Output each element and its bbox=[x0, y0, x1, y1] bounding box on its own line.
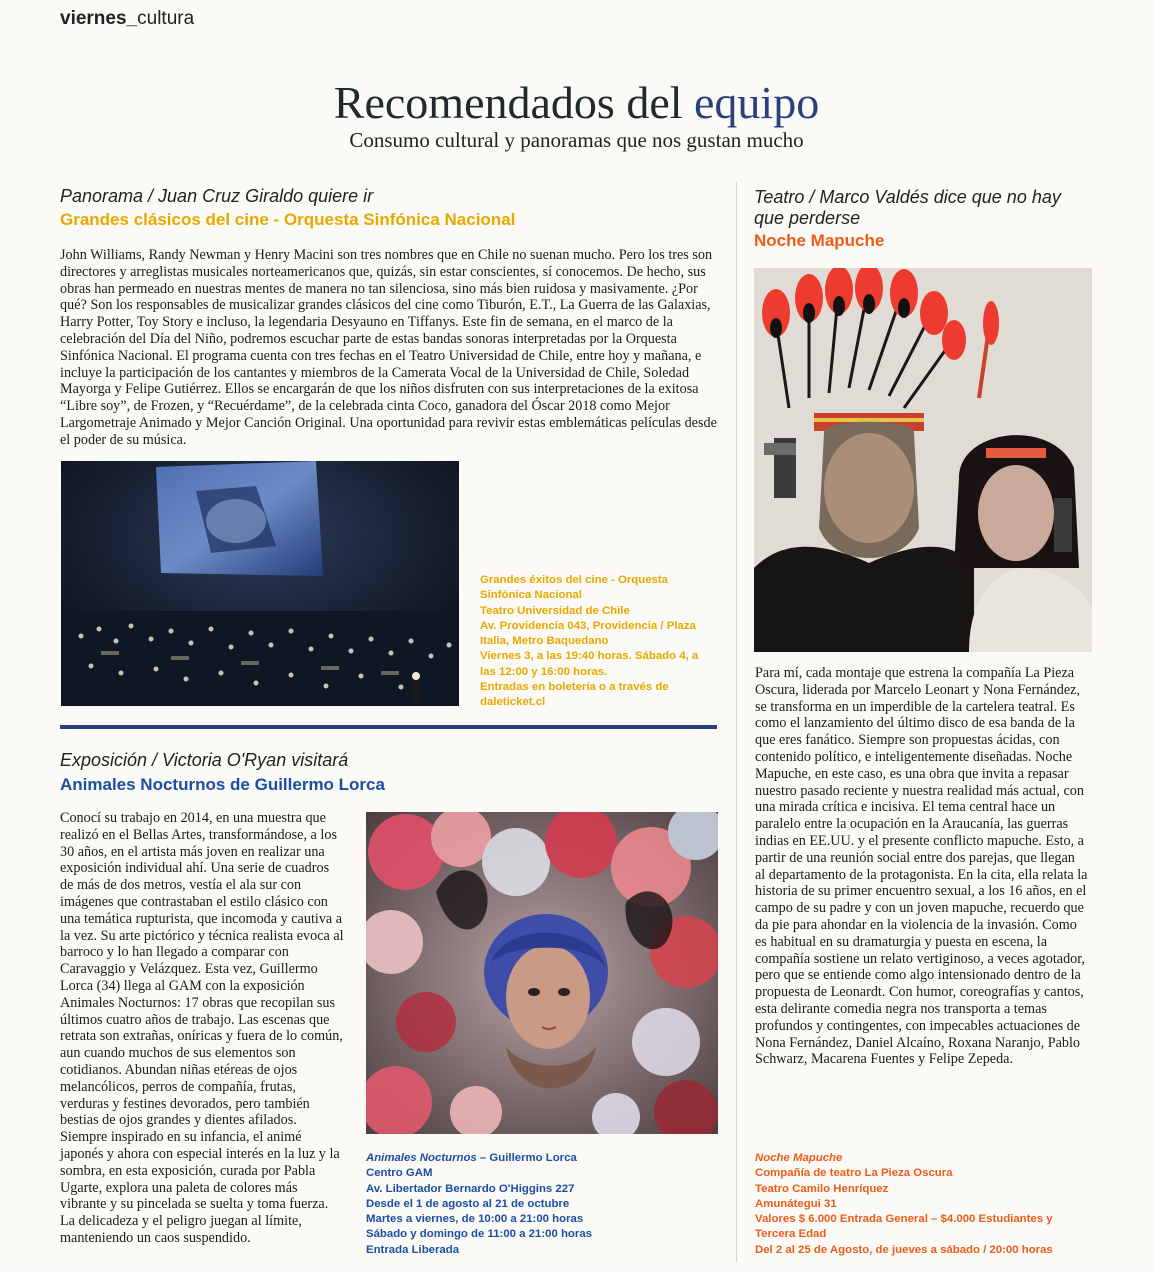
panorama-headline: Grandes clásicos del cine - Orquesta Sinfónica Nacional bbox=[60, 210, 516, 229]
caption-title: Animales Nocturnos bbox=[366, 1152, 477, 1164]
teatro-illustration bbox=[754, 268, 1092, 652]
section-tag bbox=[60, 8, 194, 30]
page-subtitle: Consumo cultural y panoramas que nos gustan mucho bbox=[349, 128, 804, 152]
section-separator: _ bbox=[126, 8, 138, 29]
orchestra-illustration bbox=[61, 461, 459, 706]
section-name: cultura bbox=[137, 8, 195, 29]
panorama-kicker: Panorama / Juan Cruz Giraldo quiere ir bbox=[60, 186, 374, 206]
title-main: Recomendados del bbox=[333, 77, 695, 128]
caption-line: Sábado y domingo de 11:00 a 21:00 horas bbox=[366, 1228, 592, 1241]
caption-line: Av. Providencia 043, Providencia / Plaza Italia, Metro Baquedano bbox=[480, 619, 696, 648]
panorama-text: John Williams, Randy Newman y Henry Macini son tres nombres que en Chile no suenan mucho. Pero los tres son directores y arreglistas musicales norteamericanos que, quizás, sin estar conscientes, sí conocemos. De hecho, sus obras han permeado en nuestras mentes de manera no tan silenciosa, sino más bien ruidosa y masivamente. ¿Por qué? Son los responsables de musicalizar grandes clásicos del cine como Tiburón, E.T., La Guerra de las Galaxias, Harry Potter, Toy Story e incluso, la legendaria Desyauno en Tiffanys. Este fin de semana, en el marco de la celebración del Día del Niño, podremos escuchar parte de estas bandas sonoras interpretadas por la Orquesta Sinfónica Nacional. El programa cuenta con tres fechas en el Teatro Universidad de Chile, entre hoy y mañana, e incluye la participación de los cantantes y miembros de la Camerata Vocal de la Universidad de Chile, Soledad Mayorga y Felipe Gutiérrez. Ellos se encargarán de que los niños disfruten con sus interpretaciones de la exitosa “Libre soy”, de Frozen, y “Recuérdame”, de la celebrada cinta Coco, ganadora del Óscar 2018 como Mejor Largometraje Animado y Mejor Canción Original. Una oportunidad para revivir estas emblemáticas películas desde el poder de su música. bbox=[60, 247, 717, 448]
painting-illustration bbox=[366, 812, 718, 1134]
column-rule bbox=[736, 182, 737, 1262]
caption-title-line bbox=[755, 1151, 1095, 1166]
page-header bbox=[0, 78, 1153, 152]
caption-line: Viernes 3, a las 19:40 horas. Sábado 4, a las 12:00 y 16:00 horas. bbox=[480, 650, 699, 678]
exposicion-body bbox=[60, 810, 345, 1247]
caption-line: Compañía de teatro La Pieza Oscura bbox=[755, 1167, 953, 1180]
teatro-headline: Noche Mapuche bbox=[754, 231, 885, 250]
caption-line: Del 2 al 25 de Agosto, de jueves a sábado / 20:00 horas bbox=[755, 1243, 1053, 1256]
teatro-photo bbox=[754, 268, 1092, 652]
caption-line: Centro GAM bbox=[366, 1167, 433, 1180]
caption-line: Entradas en boletería o a través de daleticket.cl bbox=[480, 681, 669, 709]
teatro-kicker: Teatro / Marco Valdés dice que no hay que perderse bbox=[754, 187, 1061, 228]
panorama-caption bbox=[480, 573, 710, 711]
caption-line: Desde el 1 de agosto al 21 de octubre bbox=[366, 1197, 570, 1210]
caption-title-line bbox=[366, 1151, 718, 1166]
exposicion-kicker: Exposición / Victoria O'Ryan visitará bbox=[60, 750, 349, 770]
caption-line: Teatro Universidad de Chile bbox=[480, 604, 630, 617]
exposicion-caption bbox=[366, 1151, 718, 1258]
caption-title: Noche Mapuche bbox=[755, 1152, 843, 1164]
title-accent: equipo bbox=[694, 77, 820, 128]
caption-line: Amunátegui 31 bbox=[755, 1197, 837, 1210]
section-divider bbox=[60, 725, 717, 729]
panorama-body bbox=[60, 247, 720, 449]
exposicion-headline: Animales Nocturnos de Guillermo Lorca bbox=[60, 775, 385, 794]
caption-line: Entrada Liberada bbox=[366, 1243, 460, 1256]
orchestra-photo bbox=[61, 461, 459, 706]
exposicion-text: Conocí su trabajo en 2014, en una muestra que realizó en el Bellas Artes, transformándose, a los 30 años, en el artista más joven en realizar una exposición individual ahí. Una serie de cuadros de más de dos metros, vestía el ala sur con imágenes que contrastaban el estilo clásico con una temática rupturista, que incomoda y cautiva a la vez. Su arte pictórico y técnica realista evoca al barroco y lo han llegado a comparar con Caravaggio y Velázquez. Esta vez, Guillermo Lorca (34) llega al GAM con la exposición Animales Nocturnos: 17 obras que recopilan sus últimos cuatro años de trabajo. Las escenas que retrata son extrañas, oníricas y fuera de lo común, aun cuando muchos de sus elementos son cotidianos. Abundan niñas etéreas de ojos melancólicos, perros de compañía, frutas, verduras y festines devorados, pero también bestias de ojos grandes y dientes afilados. Siempre inspirado en su infancia, el animé japonés y ahora con especial interés en la luz y la sombra, en esta exposición, curada por Pabla Ugarte, explora una paleta de colores más vibrante y su pincelada se suelta y toma fuerza. La delicadeza y el peligro juegan al límite, manteniendo un caos suspendido. bbox=[60, 810, 344, 1246]
caption-title-suffix: – Guillermo Lorca bbox=[476, 1152, 577, 1164]
caption-line: Grandes éxitos del cine - Orquesta Sinfónica Nacional bbox=[480, 574, 669, 602]
page-title bbox=[0, 78, 1153, 128]
teatro-text: Para mí, cada montaje que estrena la compañía La Pieza Oscura, liderada por Marcelo Leonart y Nona Fernández, se transforma en un imperdible de la cartelera teatral. Es como el lanzamiento del último disco de esa banda de la que eres fanático. Siempre son propuestas ácidas, con contenido político, e inteligentemente diseñadas. Noche Mapuche, en este caso, es una obra que invita a repasar nuestro pasado reciente y nuestra realidad más actual, con una mirada crítica e incisiva. El tema central hace un paralelo entre la ocupación en la Araucanía, las guerras indias en EE.UU. y el presente conflicto mapuche. Esto, a partir de una reunión social entre dos parejas, que llegan al departamento de la protagonista. En la cita, ella relata la historia de su primer encuentro sexual, a los 16 años, en el campo de su padre y con un joven mapuche, recuerdo que da pie para ahondar en la violencia de la invasión. Como es habitual en su dramaturgia y puesta en escena, la compañía sostiene un relato vertiginoso, a veces agotador, pero que se entiende como algo intensionado dentro de la propuesta de Leonardt. Con humor, coreografías y cantos, esta delirante comedia negra nos transporta a temas profundos y contingentes, con impecables actuaciones de Nona Fernández, Daniel Alcaíno, Roxana Naranjo, Pablo Schwarz, Macarena Fuentes y Felipe Zepeda. bbox=[755, 665, 1088, 1068]
caption-line: Valores $ 6.000 Entrada General – $4.000 Estudiantes y Tercera Edad bbox=[755, 1213, 1053, 1241]
teatro-caption bbox=[755, 1151, 1095, 1258]
caption-line: Martes a viernes, de 10:00 a 21:00 horas bbox=[366, 1213, 584, 1226]
caption-line: Teatro Camilo Henríquez bbox=[755, 1182, 889, 1195]
teatro-body bbox=[755, 665, 1088, 1068]
painting-photo bbox=[366, 812, 718, 1134]
caption-line: Av. Libertador Bernardo O'Higgins 227 bbox=[366, 1182, 575, 1195]
section-name-bold: viernes bbox=[60, 8, 127, 29]
